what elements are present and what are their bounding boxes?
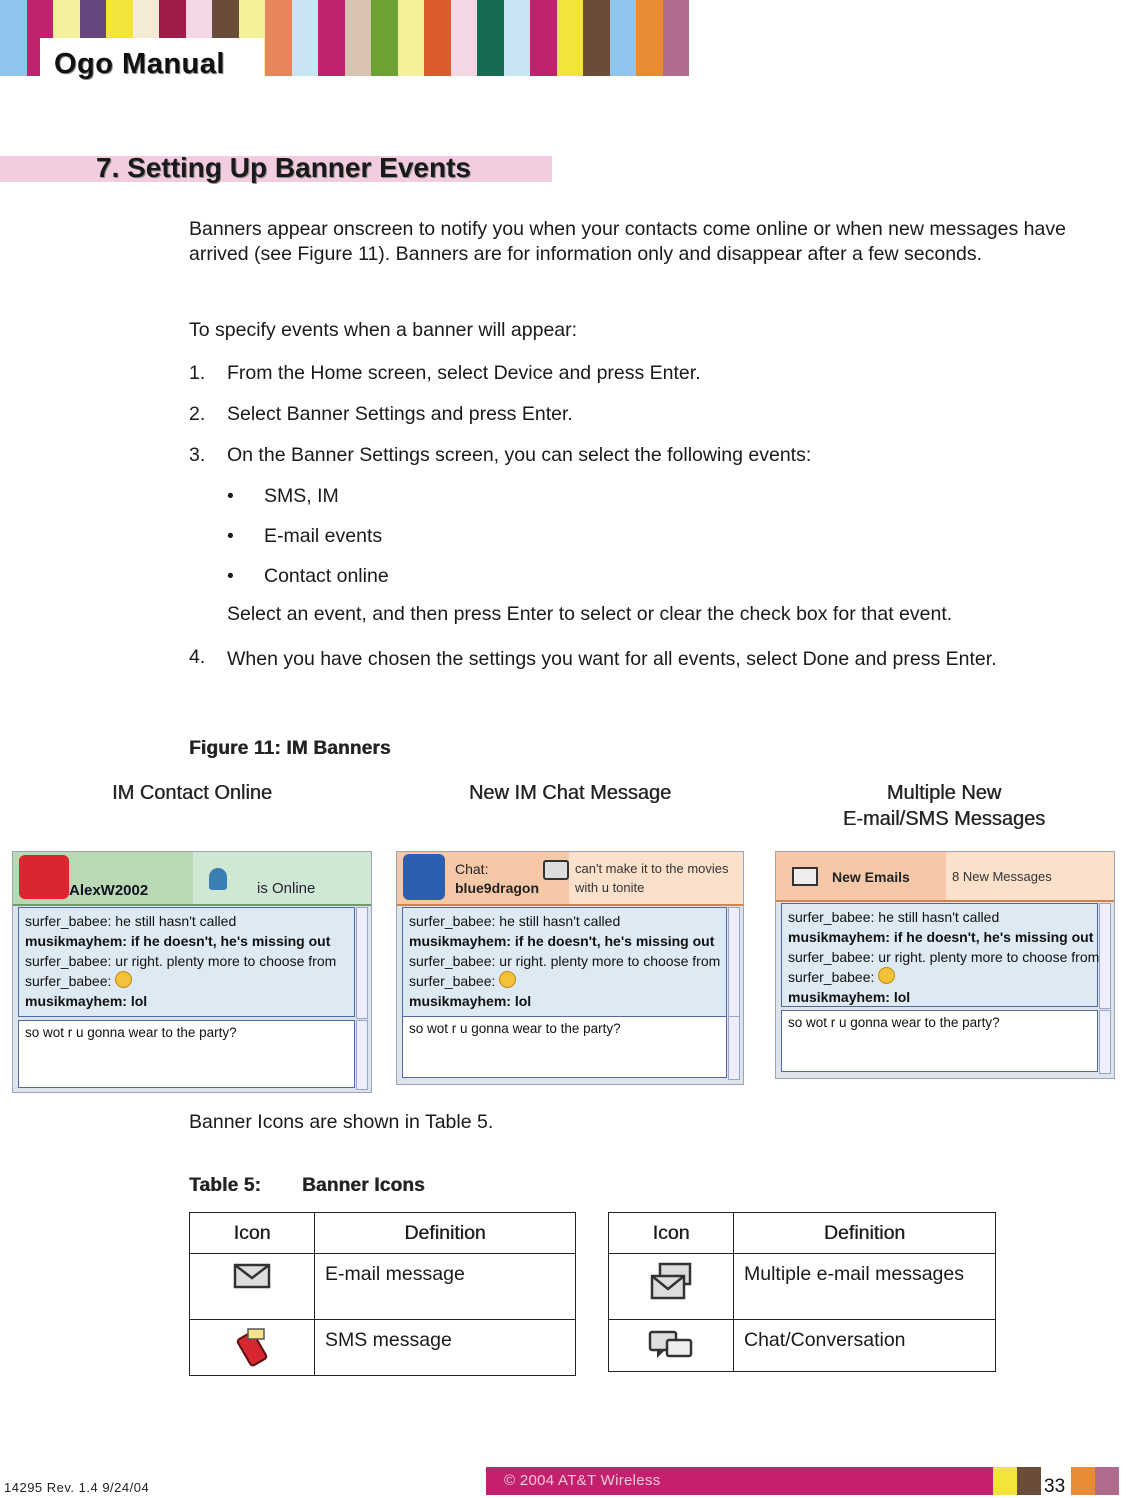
table-caption-number: Table 5: (189, 1175, 261, 1196)
status-panel (193, 852, 371, 904)
header-stripe (530, 0, 557, 76)
email-count-panel (946, 852, 1114, 900)
footer-accent-stripe (993, 1467, 1017, 1495)
step-number: 3. (189, 444, 206, 466)
document-revision: 14295 Rev. 1.4 9/24/04 (4, 1480, 150, 1495)
select-event-note: Select an event, and then press Enter to select or clear the check box for that event. (227, 603, 953, 625)
chat-preview-line: with u tonite (575, 880, 645, 895)
compose-input[interactable]: so wot r u gonna wear to the party? (781, 1010, 1098, 1072)
page-number: 33 (1044, 1476, 1066, 1497)
figure-column-label: E-mail/SMS Messages (842, 808, 1046, 830)
header-stripe (504, 0, 531, 76)
table-definition: E-mail message (315, 1254, 576, 1320)
bullet-item: E-mail events (264, 525, 383, 547)
bullet-glyph: • (227, 485, 234, 507)
header-stripe (424, 0, 451, 76)
table-reference: Banner Icons are shown in Table 5. (189, 1111, 494, 1133)
smiley-icon (878, 967, 895, 984)
contact-name: AlexW2002 (69, 882, 149, 899)
scrollbar[interactable] (356, 907, 368, 1019)
table-row (609, 1320, 996, 1372)
compose-input[interactable]: so wot r u gonna wear to the party? (18, 1020, 355, 1088)
header-stripe (477, 0, 504, 76)
copyright: © 2004 AT&T Wireless (504, 1472, 661, 1489)
figure-column-label: New IM Chat Message (468, 782, 672, 804)
message: surfer_babee: ur right. plenty more to choose from (788, 949, 1100, 965)
table-icon-cell (609, 1254, 734, 1320)
header-stripe (583, 0, 610, 76)
email-icon (232, 1262, 272, 1290)
header-stripe (292, 0, 319, 76)
message: surfer_babee: he still hasn't called (25, 913, 237, 929)
scrollbar[interactable] (356, 1020, 368, 1090)
table-caption-title: Banner Icons (302, 1175, 425, 1196)
step-text: On the Banner Settings screen, you can select the following events: (227, 444, 812, 466)
table-header: Icon (609, 1213, 734, 1254)
scrollbar[interactable] (1099, 1010, 1111, 1074)
message: surfer_babee: (788, 969, 875, 985)
avatar-icon (403, 854, 445, 900)
screenshot-new-emails (775, 851, 1115, 1079)
table-definition: Multiple e-mail messages (734, 1254, 996, 1320)
bullet-glyph: • (227, 565, 234, 587)
brand-box (40, 38, 264, 82)
table-icon-cell (190, 1254, 315, 1320)
chat-banner (397, 852, 743, 906)
chat-user: blue9dragon (455, 880, 540, 896)
multiple-email-icon (648, 1262, 694, 1302)
chat-preview-line: can't make it to the movies (575, 861, 729, 876)
banner-icons-table-right (608, 1212, 996, 1372)
table-header: Icon (190, 1213, 315, 1254)
message: musikmayhem: if he doesn't, he's missing out (25, 933, 331, 949)
message: musikmayhem: lol (788, 989, 911, 1005)
header-stripe (0, 0, 27, 76)
step-text: Select Banner Settings and press Enter. (227, 403, 573, 425)
multiple-email-icon (792, 867, 818, 886)
chat-label: Chat: (455, 861, 489, 877)
header-stripe (345, 0, 372, 76)
chat-icon (543, 860, 569, 880)
scrollbar[interactable] (728, 907, 740, 1019)
figure-column-label: IM Contact Online (111, 782, 273, 804)
email-banner (776, 852, 1114, 902)
table-icon-cell (609, 1320, 734, 1372)
table-header: Definition (734, 1213, 996, 1254)
message: surfer_babee: ur right. plenty more to choose from (409, 953, 721, 969)
table-header: Definition (315, 1213, 576, 1254)
message: surfer_babee: he still hasn't called (788, 909, 1000, 925)
header-stripe (371, 0, 398, 76)
email-count: 8 New Messages (952, 869, 1052, 884)
table-row (190, 1254, 576, 1320)
header-stripe (265, 0, 292, 76)
email-banner-title: New Emails (832, 869, 910, 885)
intro-paragraph: Banners appear onscreen to notify you when your contacts come online or when new messages have arrived (see Figure 11). Banners are for information only and disappear after a few seconds. (189, 218, 1066, 265)
header-stripe (636, 0, 663, 76)
message-list[interactable] (18, 907, 355, 1017)
message: surfer_babee: (409, 973, 496, 989)
table-header-row (190, 1213, 576, 1254)
person-icon (209, 868, 227, 890)
screenshot-chat-message (396, 851, 744, 1085)
section-title: 7. Setting Up Banner Events (96, 152, 471, 183)
footer-accent-stripe (1095, 1467, 1119, 1495)
header-stripe (451, 0, 478, 76)
chat-preview (569, 852, 743, 904)
header-stripe (610, 0, 637, 76)
figure-caption: Figure 11: IM Banners (189, 738, 391, 759)
compose-input[interactable]: so wot r u gonna wear to the party? (402, 1016, 727, 1078)
message: musikmayhem: if he doesn't, he's missing out (409, 933, 715, 949)
header-stripe (663, 0, 690, 76)
table-definition: SMS message (315, 1320, 576, 1376)
banner-icons-table-left (189, 1212, 576, 1376)
screenshot-contact-online (12, 851, 372, 1093)
message: musikmayhem: if he doesn't, he's missing out (788, 929, 1094, 945)
step-text: When you have chosen the settings you want for all events, select Done and press Enter. (227, 648, 997, 670)
bullet-glyph: • (227, 525, 234, 547)
brand-title: Ogo Manual (54, 48, 225, 80)
message: surfer_babee: ur right. plenty more to choose from (25, 953, 337, 969)
table-definition: Chat/Conversation (734, 1320, 996, 1372)
smiley-icon (115, 971, 132, 988)
bullet-item: Contact online (264, 565, 389, 587)
avatar-icon (19, 855, 69, 899)
step-text: From the Home screen, select Device and press Enter. (227, 362, 701, 384)
table-header-row (609, 1213, 996, 1254)
footer-accent-stripe (1017, 1467, 1041, 1495)
header-stripe (318, 0, 345, 76)
scrollbar[interactable] (728, 1016, 740, 1080)
sms-icon (234, 1328, 270, 1368)
specify-paragraph: To specify events when a banner will appear: (189, 319, 578, 341)
header-stripe (557, 0, 584, 76)
table-icon-cell (190, 1320, 315, 1376)
step-number: 4. (189, 646, 206, 668)
message: surfer_babee: he still hasn't called (409, 913, 621, 929)
online-banner (13, 852, 371, 906)
header-stripe (398, 0, 425, 76)
message-list[interactable] (781, 903, 1098, 1007)
figure-column-label: Multiple New (886, 782, 1002, 804)
footer-accent-stripe (1071, 1467, 1095, 1495)
scrollbar[interactable] (1099, 903, 1111, 1009)
message: surfer_babee: (25, 973, 112, 989)
table-row (609, 1254, 996, 1320)
step-number: 2. (189, 403, 206, 425)
online-status: is Online (257, 880, 316, 897)
step-number: 1. (189, 362, 206, 384)
message: musikmayhem: lol (409, 993, 532, 1009)
bullet-item: SMS, IM (264, 485, 339, 507)
smiley-icon (499, 971, 516, 988)
chat-icon (647, 1328, 695, 1364)
table-row (190, 1320, 576, 1376)
message-list[interactable] (402, 907, 727, 1017)
message: musikmayhem: lol (25, 993, 148, 1009)
